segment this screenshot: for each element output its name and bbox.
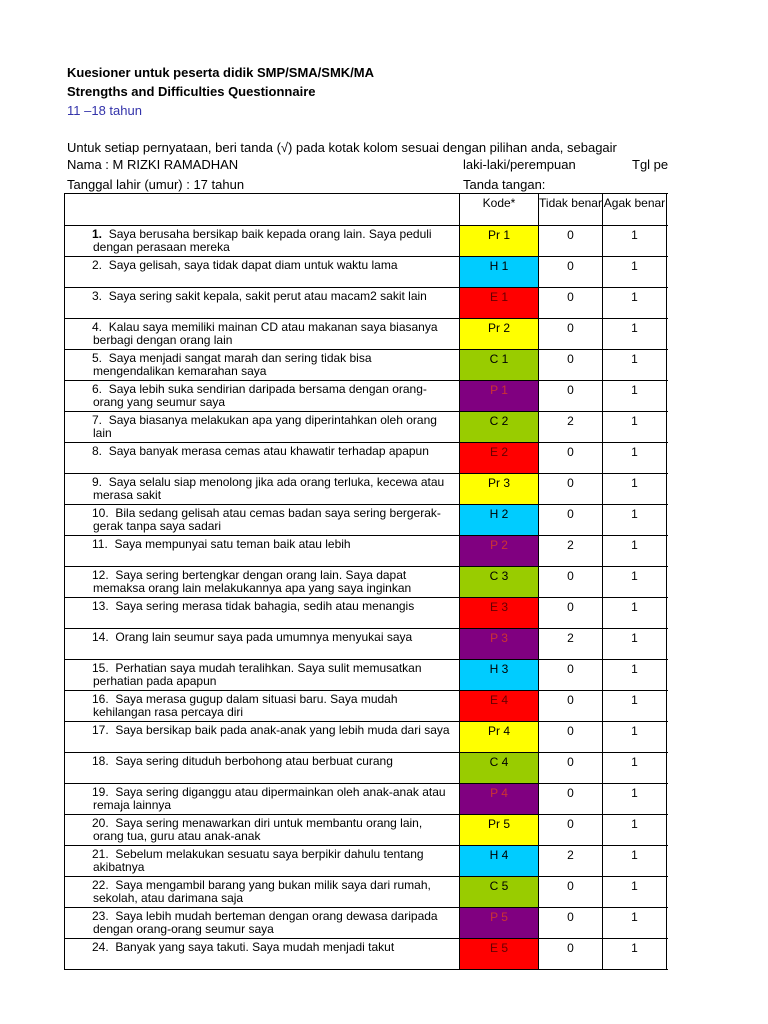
statement-cell	[65, 877, 460, 908]
statement-number: 6.	[92, 382, 103, 396]
table-row	[65, 288, 669, 319]
statement-cell	[65, 691, 460, 722]
header-agak-benar: Agak benar	[603, 194, 667, 226]
tidak-benar-cell[interactable]: 0	[539, 567, 603, 598]
table-row	[65, 598, 669, 629]
agak-benar-cell[interactable]: 1	[603, 784, 667, 815]
statement-number: 23.	[92, 909, 109, 923]
statement-number: 8.	[92, 444, 103, 458]
statement-number: 20.	[92, 816, 109, 830]
table-row	[65, 629, 669, 660]
kode-cell: H 1	[460, 257, 539, 288]
statement-text: Saya bersikap baik pada anak-anak yang lebih muda dari saya	[115, 723, 450, 737]
kode-cell: C 1	[460, 350, 539, 381]
statement-number: 10.	[92, 506, 109, 520]
statement-text: Saya banyak merasa cemas atau khawatir terhadap apapun	[108, 444, 429, 458]
agak-benar-cell[interactable]: 1	[603, 753, 667, 784]
table-row	[65, 412, 669, 443]
agak-benar-cell[interactable]: 1	[603, 846, 667, 877]
table-row	[65, 877, 669, 908]
kode-cell: P 2	[460, 536, 539, 567]
agak-benar-cell[interactable]: 1	[603, 629, 667, 660]
statement-text: Kalau saya memiliki mainan CD atau makanan saya biasanya berbagi dengan orang lain	[93, 320, 438, 347]
tidak-benar-cell[interactable]: 0	[539, 319, 603, 350]
statement-cell	[65, 536, 460, 567]
tidak-benar-cell[interactable]: 2	[539, 846, 603, 877]
statement-text: Saya menjadi sangat marah dan sering tidak bisa mengendalikan kemarahan saya	[93, 351, 372, 378]
student-name: Nama : M RIZKI RAMADHAN	[67, 157, 239, 172]
agak-benar-cell[interactable]: 1	[603, 598, 667, 629]
benar-cell[interactable]	[667, 598, 669, 629]
statement-cell	[65, 567, 460, 598]
table-row	[65, 784, 669, 815]
table-row	[65, 846, 669, 877]
header-statement	[65, 194, 460, 226]
tidak-benar-cell[interactable]: 0	[539, 443, 603, 474]
statement-cell	[65, 226, 460, 257]
statement-number: 14.	[92, 630, 109, 644]
kode-cell: E 4	[460, 691, 539, 722]
tidak-benar-cell[interactable]: 0	[539, 908, 603, 939]
benar-cell[interactable]	[667, 691, 669, 722]
statement-text: Sebelum melakukan sesuatu saya berpikir dahulu tentang akibatnya	[93, 847, 424, 874]
title-sdq: Strengths and Difficulties Questionnaire	[67, 84, 316, 99]
birth-date: Tanggal lahir (umur) : 17 tahun	[67, 177, 245, 192]
table-row	[65, 443, 669, 474]
statement-number: 19.	[92, 785, 109, 799]
kode-cell: H 2	[460, 505, 539, 536]
table-row	[65, 908, 669, 939]
tidak-benar-cell[interactable]: 2	[539, 412, 603, 443]
kode-cell: C 3	[460, 567, 539, 598]
statement-cell	[65, 257, 460, 288]
gender-label: laki-laki/perempuan	[463, 157, 576, 172]
kode-cell: H 4	[460, 846, 539, 877]
tidak-benar-cell[interactable]: 0	[539, 257, 603, 288]
agak-benar-cell[interactable]: 1	[603, 691, 667, 722]
table-row	[65, 536, 669, 567]
statement-number: 7.	[92, 413, 103, 427]
statement-number: 17.	[92, 723, 109, 737]
agak-benar-cell[interactable]: 1	[603, 939, 667, 970]
statement-number: 13.	[92, 599, 109, 613]
kode-cell: E 2	[460, 443, 539, 474]
table-row	[65, 939, 669, 970]
statement-number: 22.	[92, 878, 109, 892]
statement-number: 21.	[92, 847, 109, 861]
table-row	[65, 722, 669, 753]
kode-cell: Pr 1	[460, 226, 539, 257]
statement-cell	[65, 846, 460, 877]
statement-cell	[65, 474, 460, 505]
benar-cell[interactable]	[667, 660, 669, 691]
agak-benar-cell[interactable]: 1	[603, 319, 667, 350]
statement-text: Saya sering menawarkan diri untuk membantu orang lain, orang tua, guru atau anak-anak	[93, 816, 423, 843]
benar-cell[interactable]	[667, 257, 669, 288]
statement-text: Saya gelisah, saya tidak dapat diam untuk waktu lama	[108, 258, 398, 272]
benar-cell[interactable]	[667, 288, 669, 319]
statement-text: Saya sering sakit kepala, sakit perut atau macam2 sakit lain	[108, 289, 427, 303]
tidak-benar-cell[interactable]: 0	[539, 939, 603, 970]
statement-cell	[65, 598, 460, 629]
benar-cell[interactable]	[667, 846, 669, 877]
benar-cell[interactable]	[667, 722, 669, 753]
kode-cell: H 3	[460, 660, 539, 691]
table-row	[65, 691, 669, 722]
tidak-benar-cell[interactable]: 0	[539, 381, 603, 412]
table-row	[65, 474, 669, 505]
kode-cell: P 1	[460, 381, 539, 412]
statement-number: 15.	[92, 661, 109, 675]
agak-benar-cell[interactable]: 1	[603, 877, 667, 908]
agak-benar-cell[interactable]: 1	[603, 350, 667, 381]
table-row	[65, 815, 669, 846]
table-row	[65, 319, 669, 350]
table-row	[65, 753, 669, 784]
benar-cell[interactable]	[667, 474, 669, 505]
signature-label: Tanda tangan:	[463, 177, 546, 192]
table-row	[65, 505, 669, 536]
statement-text: Bila sedang gelisah atau cemas badan saya sering bergerak-gerak tanpa saya sadari	[93, 506, 441, 533]
statement-number: 3.	[92, 289, 103, 303]
benar-cell[interactable]	[667, 381, 669, 412]
title-kuesioner: Kuesioner untuk peserta didik SMP/SMA/SMK/MA	[67, 65, 374, 80]
statement-text: Banyak yang saya takuti. Saya mudah menjadi takut	[115, 940, 395, 954]
tidak-benar-cell[interactable]: 0	[539, 753, 603, 784]
statement-cell	[65, 381, 460, 412]
statement-number: 4.	[92, 320, 103, 334]
statement-cell	[65, 660, 460, 691]
table-row	[65, 350, 669, 381]
benar-cell[interactable]	[667, 877, 669, 908]
agak-benar-cell[interactable]: 1	[603, 443, 667, 474]
statement-text: Saya mempunyai satu teman baik atau lebih	[114, 537, 351, 551]
statement-number: 16.	[92, 692, 109, 706]
agak-benar-cell[interactable]: 1	[603, 257, 667, 288]
kode-cell: E 5	[460, 939, 539, 970]
statement-text: Saya berusaha bersikap baik kepada orang lain. Saya peduli dengan perasaan mereka	[93, 227, 432, 254]
benar-cell[interactable]	[667, 536, 669, 567]
kode-cell: Pr 3	[460, 474, 539, 505]
kode-cell: C 5	[460, 877, 539, 908]
tidak-benar-cell[interactable]: 0	[539, 691, 603, 722]
table-row	[65, 567, 669, 598]
statement-cell	[65, 939, 460, 970]
statement-number: 1.	[92, 227, 103, 241]
statement-number: 24.	[92, 940, 109, 954]
agak-benar-cell[interactable]: 1	[603, 908, 667, 939]
table-body	[65, 226, 669, 970]
agak-benar-cell[interactable]: 1	[603, 505, 667, 536]
benar-cell[interactable]	[667, 753, 669, 784]
benar-cell[interactable]	[667, 784, 669, 815]
statement-text: Saya sering diganggu atau dipermainkan oleh anak-anak atau remaja lainnya	[93, 785, 446, 812]
statement-text: Saya merasa gugup dalam situasi baru. Saya mudah kehilangan rasa percaya diri	[93, 692, 398, 719]
statement-text: Saya biasanya melakukan apa yang diperintahkan oleh orang lain	[93, 413, 437, 440]
statement-text: Saya sering merasa tidak bahagia, sedih atau menangis	[115, 599, 415, 613]
statement-number: 12.	[92, 568, 109, 582]
kode-cell: Pr 4	[460, 722, 539, 753]
tidak-benar-cell[interactable]: 0	[539, 226, 603, 257]
header-extra	[667, 194, 669, 226]
agak-benar-cell[interactable]: 1	[603, 815, 667, 846]
statement-cell	[65, 784, 460, 815]
agak-benar-cell[interactable]: 1	[603, 226, 667, 257]
kode-cell: Pr 5	[460, 815, 539, 846]
benar-cell[interactable]	[667, 939, 669, 970]
tidak-benar-cell[interactable]: 0	[539, 877, 603, 908]
table-row	[65, 381, 669, 412]
table-header-row	[65, 194, 669, 226]
agak-benar-cell[interactable]: 1	[603, 288, 667, 319]
statement-text: Saya selalu siap menolong jika ada orang terluka, kecewa atau merasa sakit	[93, 475, 445, 502]
tidak-benar-cell[interactable]: 0	[539, 288, 603, 319]
statement-number: 9.	[92, 475, 103, 489]
benar-cell[interactable]	[667, 505, 669, 536]
statement-cell	[65, 908, 460, 939]
statement-number: 18.	[92, 754, 109, 768]
tidak-benar-cell[interactable]: 0	[539, 598, 603, 629]
benar-cell[interactable]	[667, 319, 669, 350]
kode-cell: C 4	[460, 753, 539, 784]
header-tidak-benar: Tidak benar	[539, 194, 603, 226]
agak-benar-cell[interactable]: 1	[603, 536, 667, 567]
statement-cell	[65, 319, 460, 350]
statement-number: 11.	[92, 537, 108, 551]
benar-cell[interactable]	[667, 412, 669, 443]
benar-cell[interactable]	[667, 815, 669, 846]
instruction-text: Untuk setiap pernyataan, beri tanda (√) pada kotak kolom sesuai dengan pilihan anda, sebagair	[67, 140, 617, 155]
tidak-benar-cell[interactable]: 0	[539, 722, 603, 753]
benar-cell[interactable]	[667, 567, 669, 598]
kode-cell: P 3	[460, 629, 539, 660]
tidak-benar-cell[interactable]: 2	[539, 536, 603, 567]
benar-cell[interactable]	[667, 908, 669, 939]
header-kode: Kode*	[460, 194, 539, 226]
tidak-benar-cell[interactable]: 2	[539, 629, 603, 660]
statement-cell	[65, 629, 460, 660]
tidak-benar-cell[interactable]: 0	[539, 660, 603, 691]
statement-cell	[65, 350, 460, 381]
statement-text: Saya lebih suka sendirian daripada bersama dengan orang-orang yang seumur saya	[93, 382, 427, 409]
benar-cell[interactable]	[667, 629, 669, 660]
table-row	[65, 226, 669, 257]
agak-benar-cell[interactable]: 1	[603, 567, 667, 598]
tidak-benar-cell[interactable]: 0	[539, 815, 603, 846]
statement-cell	[65, 412, 460, 443]
kode-cell: E 3	[460, 598, 539, 629]
statement-cell	[65, 288, 460, 319]
statement-cell	[65, 753, 460, 784]
age-range: 11 –18 tahun	[67, 103, 142, 118]
agak-benar-cell[interactable]: 1	[603, 722, 667, 753]
tidak-benar-cell[interactable]: 0	[539, 350, 603, 381]
kode-cell: C 2	[460, 412, 539, 443]
date-label: Tgl pe	[632, 157, 668, 172]
statement-text: Perhatian saya mudah teralihkan. Saya sulit memusatkan perhatian pada apapun	[93, 661, 422, 688]
statement-text: Saya mengambil barang yang bukan milik saya dari rumah, sekolah, atau darimana saja	[93, 878, 431, 905]
kode-cell: E 1	[460, 288, 539, 319]
statement-text: Saya sering dituduh berbohong atau berbuat curang	[115, 754, 393, 768]
statement-text: Orang lain seumur saya pada umumnya menyukai saya	[115, 630, 413, 644]
benar-cell[interactable]	[667, 443, 669, 474]
tidak-benar-cell[interactable]: 0	[539, 784, 603, 815]
table-row	[65, 660, 669, 691]
statement-cell	[65, 722, 460, 753]
kode-cell: Pr 2	[460, 319, 539, 350]
agak-benar-cell[interactable]: 1	[603, 474, 667, 505]
benar-cell[interactable]	[667, 350, 669, 381]
statement-text: Saya sering bertengkar dengan orang lain. Saya dapat memaksa orang lain melakukannya apa yang saya inginkan	[93, 568, 412, 595]
agak-benar-cell[interactable]: 1	[603, 381, 667, 412]
statement-cell	[65, 443, 460, 474]
kode-cell: P 4	[460, 784, 539, 815]
questionnaire-table-wrapper	[64, 193, 668, 970]
statement-cell	[65, 815, 460, 846]
statement-number: 2.	[92, 258, 103, 272]
questionnaire-table	[64, 193, 668, 970]
tidak-benar-cell[interactable]: 0	[539, 505, 603, 536]
statement-number: 5.	[92, 351, 103, 365]
agak-benar-cell[interactable]: 1	[603, 660, 667, 691]
table-row	[65, 257, 669, 288]
tidak-benar-cell[interactable]: 0	[539, 474, 603, 505]
statement-cell	[65, 505, 460, 536]
kode-cell: P 5	[460, 908, 539, 939]
agak-benar-cell[interactable]: 1	[603, 412, 667, 443]
benar-cell[interactable]	[667, 226, 669, 257]
statement-text: Saya lebih mudah berteman dengan orang dewasa daripada dengan orang-orang seumur saya	[93, 909, 438, 936]
